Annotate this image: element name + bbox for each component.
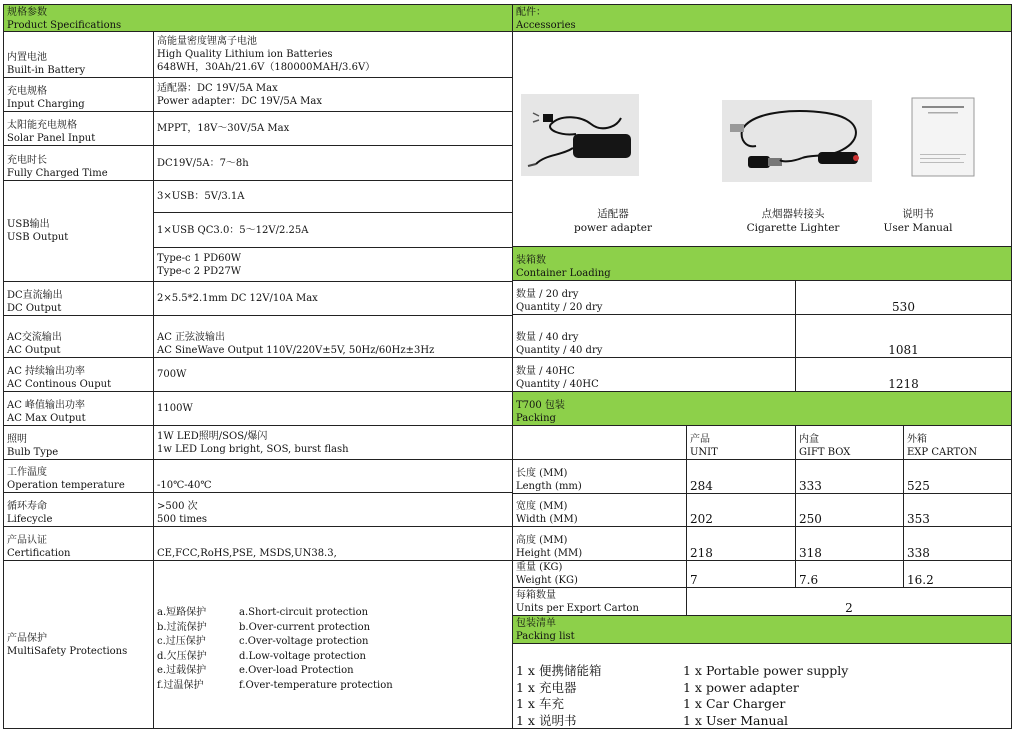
usb-value-1: 3×USB：5V/3.1A	[153, 180, 513, 213]
container-row-3-label: 数量 / 40HC Quantity / 40HC	[512, 357, 796, 392]
packing-label-cell	[512, 459, 687, 494]
packing-list-item-cn: 1 x 便携储能箱	[516, 663, 602, 678]
protection-item-en: e.Over-load Protection	[239, 665, 354, 676]
packing-list-item-cn: 1 x 充电器	[516, 679, 577, 695]
cert-label: 产品认证 Certification	[3, 526, 154, 561]
protection-item-cn: c.过压保护	[157, 636, 206, 647]
protection-item-cn: b.过流保护	[157, 621, 207, 633]
accessory-lighter-label: 点烟器转接头 Cigarette Lighter	[746, 208, 840, 234]
container-row-1-label: 数量 / 20 dry Quantity / 20 dry	[512, 280, 796, 315]
usb-value-2: 1×USB QC3.0：5～12V/2.25A	[153, 212, 513, 248]
input-value: 适配器：DC 19V/5A Max Power adapter：DC 19V/5A Max	[153, 77, 513, 112]
ac-continuous-label: AC 持续输出功率 AC Continous Ouput	[3, 357, 154, 392]
accessories-header: 配件： Accessories	[512, 4, 1012, 32]
ac-label: AC交流输出 AC Output	[3, 315, 154, 358]
packing-value: 353	[907, 512, 930, 526]
bulb-label: 照明 Bulb Type	[3, 425, 154, 460]
packing-label-cn: 长度 (MM)	[516, 468, 568, 479]
packing-carton-cell	[903, 560, 1012, 588]
container-header: 装箱数 Container Loading	[512, 246, 1012, 281]
packing-label-en: Width (MM)	[516, 514, 578, 525]
packing-value: 7.6	[799, 573, 819, 587]
protection-item-en: b.Over-current protection	[239, 621, 371, 633]
packing-list-item-en: 1 x Portable power supply	[683, 663, 849, 678]
manual-image	[910, 96, 976, 178]
packing-label-cell	[512, 493, 687, 527]
units-per-carton-value: 2	[686, 587, 1012, 616]
packing-list-item-en: 1 x Car Charger	[683, 696, 786, 711]
packing-value: 218	[690, 546, 713, 560]
packing-gift-cell	[795, 459, 904, 494]
packing-unit-cell	[686, 560, 796, 588]
accessory-adapter-label: 适配器 power adapter	[573, 208, 653, 234]
charge-time-label: 充电时长 Fully Charged Time	[3, 145, 154, 181]
packing-corner	[512, 425, 687, 460]
packing-value: 338	[907, 546, 930, 560]
protection-item-en: a.Short-circuit protection	[239, 607, 369, 618]
packing-col-unit: 产品 UNIT	[686, 425, 796, 460]
packing-unit-cell	[686, 493, 796, 527]
protection-item-cn: d.欠压保护	[157, 650, 207, 662]
protection-value	[153, 560, 513, 729]
packing-list-item-en: 1 x power adapter	[683, 679, 799, 695]
container-row-1-value: 530	[795, 280, 1012, 315]
cycle-label: 循环寿命 Lifecycle	[3, 492, 154, 527]
packing-list-item-en: 1 x User Manual	[683, 712, 789, 728]
packing-value: 284	[690, 479, 713, 493]
packing-label-en: Weight (KG)	[516, 575, 578, 586]
ac-value: AC 正弦波输出 AC SineWave Output 110V/220V±5V, 50Hz/60Hz±3Hz	[153, 315, 513, 358]
protection-item-en: d.Low-voltage protection	[239, 650, 366, 662]
packing-col-gift: 内盒 GIFT BOX	[795, 425, 904, 460]
protection-item-en: f.Over-temperature protection	[239, 679, 393, 691]
dc-value: 2×5.5*2.1mm DC 12V/10A Max	[153, 281, 513, 316]
battery-label: 内置电池 Built-in Battery	[3, 31, 154, 78]
protection-item-en: c.Over-voltage protection	[239, 636, 369, 647]
accessory-manual-label: 说明书 User Manual	[883, 208, 953, 234]
container-row-2-value: 1081	[795, 314, 1012, 358]
temp-value: -10℃-40℃	[153, 459, 513, 493]
packing-value: 250	[799, 512, 822, 526]
units-per-carton-label: 每箱数量 Units per Export Carton	[512, 587, 687, 616]
container-row-2-label: 数量 / 40 dry Quantity / 40 dry	[512, 314, 796, 358]
packing-unit-cell	[686, 526, 796, 561]
packing-label-cn: 宽度 (MM)	[516, 501, 568, 512]
packing-carton-cell	[903, 493, 1012, 527]
power-adapter-image	[521, 94, 639, 176]
ac-continuous-value: 700W	[153, 357, 513, 392]
packing-label-cell	[512, 526, 687, 561]
battery-value: 高能量密度锂离子电池 High Quality Lithium ion Batteries 648WH，30Ah/21.6V（180000MAH/3.6V）	[153, 31, 513, 78]
packing-list-body	[512, 643, 1012, 729]
dc-label: DC直流输出 DC Output	[3, 281, 154, 316]
packing-value: 16.2	[907, 573, 934, 587]
packing-value: 333	[799, 479, 822, 493]
packing-value: 202	[690, 512, 713, 526]
packing-carton-cell	[903, 459, 1012, 494]
charge-time-value: DC19V/5A：7～8h	[153, 145, 513, 181]
protection-label: 产品保护 MultiSafety Protections	[3, 560, 154, 729]
ac-max-label: AC 峰值输出功率 AC Max Output	[3, 391, 154, 426]
protection-item-cn: a.短路保护	[157, 607, 207, 618]
packing-label-cn: 高度 (MM)	[516, 535, 568, 546]
packing-list-header: 包装清单 Packing list	[512, 615, 1012, 644]
packing-gift-cell	[795, 526, 904, 561]
packing-carton-cell	[903, 526, 1012, 561]
packing-list	[516, 663, 1008, 729]
solar-value: MPPT，18V～30V/5A Max	[153, 111, 513, 146]
protection-item-cn: e.过载保护	[157, 665, 207, 676]
temp-label: 工作温度 Operation temperature	[3, 459, 154, 493]
packing-unit-cell	[686, 459, 796, 494]
packing-label-en: Height (MM)	[516, 548, 583, 559]
spec-header: 规格参数 Product Specifications	[3, 4, 513, 32]
cycle-value: >500 次 500 times	[153, 492, 513, 527]
accessories-panel	[512, 31, 1012, 247]
ac-max-value: 1100W	[153, 391, 513, 426]
protection-list	[157, 606, 509, 692]
usb-label: USB输出 USB Output	[3, 180, 154, 282]
packing-list-item-cn: 1 x 说明书	[516, 712, 577, 728]
packing-list-item-cn: 1 x 车充	[516, 696, 564, 711]
packing-label-cell	[512, 560, 687, 588]
input-label: 充电规格 Input Charging	[3, 77, 154, 112]
packing-gift-cell	[795, 560, 904, 588]
cert-value: CE,FCC,RoHS,PSE, MSDS,UN38.3,	[153, 526, 513, 561]
bulb-value: 1W LED照明/SOS/爆闪 1w LED Long bright, SOS, burst flash	[153, 425, 513, 460]
packing-value: 525	[907, 479, 930, 493]
packing-value: 318	[799, 546, 822, 560]
solar-label: 太阳能充电规格 Solar Panel Input	[3, 111, 154, 146]
packing-label-en: Length (mm)	[516, 481, 582, 492]
usb-value-3: Type-c 1 PD60W Type-c 2 PD27W	[153, 247, 513, 282]
car-charger-image	[722, 100, 872, 182]
container-row-3-value: 1218	[795, 357, 1012, 392]
protection-item-cn: f.过温保护	[157, 679, 204, 691]
packing-value: 7	[690, 573, 698, 587]
packing-gift-cell	[795, 493, 904, 527]
packing-header: T700 包装 Packing	[512, 391, 1012, 426]
packing-col-carton: 外箱 EXP CARTON	[903, 425, 1012, 460]
packing-label-cn: 重量 (KG)	[516, 562, 563, 573]
